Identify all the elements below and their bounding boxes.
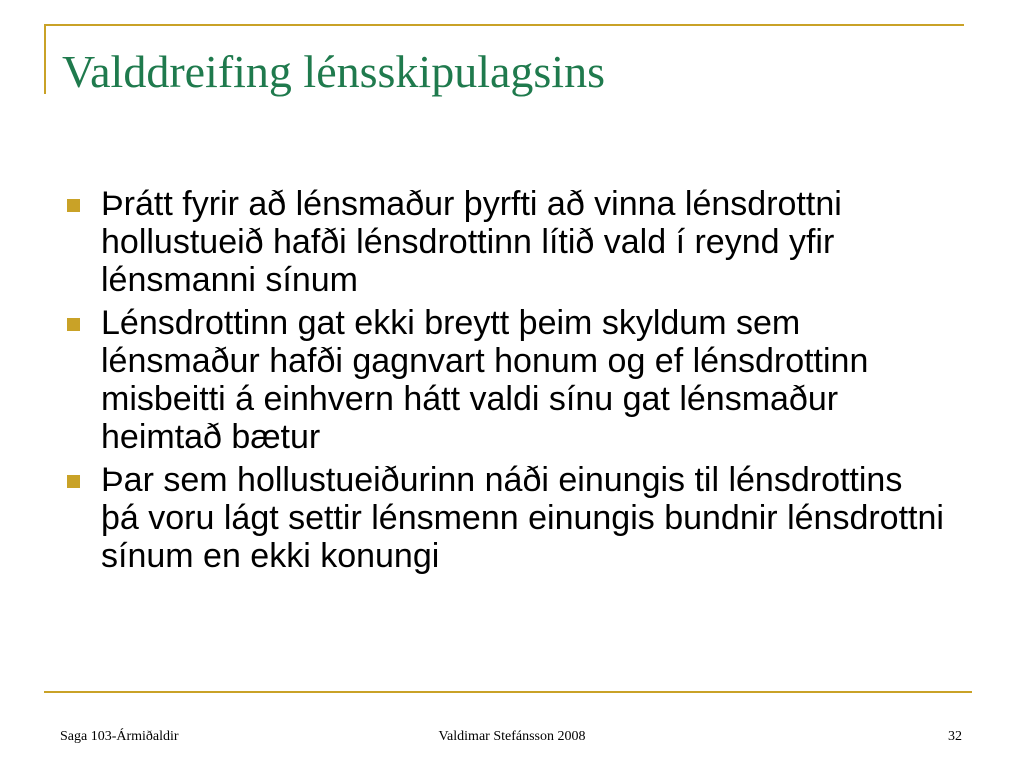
bullet-item bbox=[64, 185, 944, 299]
top-frame-rule bbox=[44, 24, 964, 26]
bullet-text: Þrátt fyrir að lénsmaður þyrfti að vinna lénsdrottni hollustueið hafði lénsdrottinn lítið vald í reynd yfir lénsmanni sínum bbox=[101, 185, 842, 299]
footer-course: Saga 103-Ármiðaldir bbox=[60, 729, 179, 744]
square-bullet-icon bbox=[67, 318, 80, 331]
footer-divider bbox=[44, 691, 972, 693]
left-frame-rule bbox=[44, 24, 46, 94]
bullet-item bbox=[64, 304, 944, 456]
bullet-text: Þar sem hollustueiðurinn náði einungis til lénsdrottins þá voru lágt settir lénsmenn einungis bundnir lénsdrottni sínum en ekki konungi bbox=[101, 461, 944, 575]
bullet-text: Lénsdrottinn gat ekki breytt þeim skyldum sem lénsmaður hafði gagnvart honum og ef lénsdrottinn misbeitti á einhvern hátt valdi sínu gat lénsmaður heimtað bætur bbox=[101, 304, 869, 456]
slide-title: Valddreifing lénsskipulagsins bbox=[62, 46, 605, 97]
slide-number: 32 bbox=[948, 729, 962, 744]
square-bullet-icon bbox=[67, 199, 80, 212]
bullet-list bbox=[64, 185, 944, 580]
square-bullet-icon bbox=[67, 475, 80, 488]
footer-author: Valdimar Stefánsson 2008 bbox=[438, 729, 586, 744]
bullet-item bbox=[64, 461, 944, 575]
